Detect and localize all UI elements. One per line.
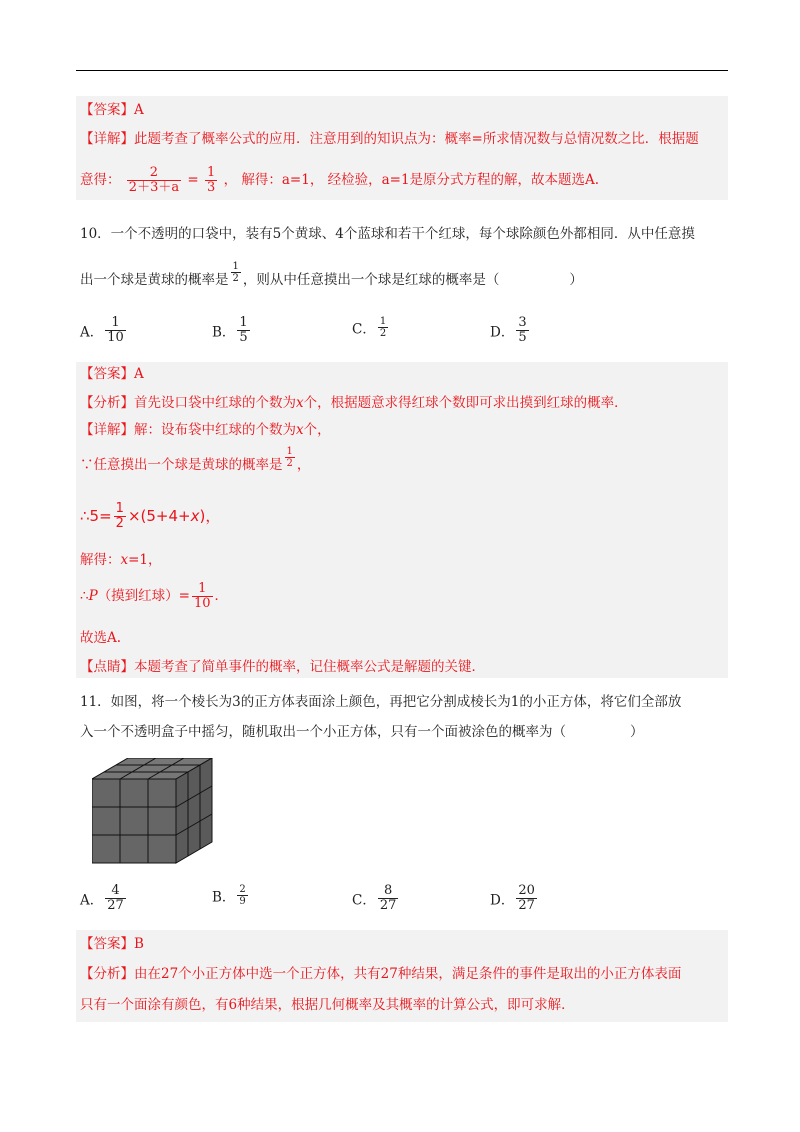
- answer-block-q10: [76, 362, 728, 678]
- frac-num: 1: [198, 581, 207, 596]
- option-fraction: [105, 884, 126, 913]
- because-text-b: ，: [296, 457, 311, 473]
- frac-den: 5: [239, 330, 248, 345]
- option-letter: A．: [80, 892, 104, 909]
- analysis-label: 【分析】: [80, 395, 134, 411]
- analysis-text: 由在27个小正方体中选一个正方体，共有27种结果，满足条件的事件是取出的小正方体表面: [134, 966, 682, 982]
- option-fraction: [237, 316, 249, 345]
- cube-cell: [92, 835, 120, 863]
- option-letter: C．: [352, 892, 376, 909]
- therefore-fraction: [114, 502, 126, 531]
- q10-stem-line2: [80, 261, 583, 292]
- therefore-text-b: ×(5+4+: [127, 507, 191, 525]
- frac-num: 1: [286, 446, 293, 457]
- option-letter: B．: [212, 324, 236, 341]
- q11-option-c: [352, 884, 400, 913]
- comment-label: 【点睛】: [80, 659, 134, 675]
- answer-value: A: [134, 102, 144, 118]
- therefore-text: （摸到红球）=: [97, 588, 190, 604]
- option-fraction: [516, 316, 528, 345]
- analysis-line-2: 只有一个面涂有颜色，有6种结果，根据几何概率及其概率的计算公式，即可求解．: [80, 997, 575, 1013]
- frac-den: 2: [379, 328, 387, 339]
- frac-den: 2＋3＋a: [128, 180, 180, 195]
- solve-line: [80, 552, 162, 568]
- q10-stem-line1: 10．一个不透明的口袋中，装有5个黄球、4个蓝球和若干个红球，每个球除颜色外都相同．从中任意摸: [80, 226, 695, 242]
- frac-num: 1: [207, 165, 216, 180]
- frac-den: 5: [518, 330, 527, 345]
- detail-line: [80, 131, 699, 147]
- frac-num: 2: [149, 165, 159, 180]
- q11-option-b: [212, 884, 250, 907]
- answer-value: A: [134, 366, 144, 382]
- header-rule: [76, 70, 728, 71]
- q11-stem-line2: [80, 720, 644, 740]
- because-text: ∵任意摸出一个球是黄球的概率是: [80, 457, 283, 473]
- q11-stem-close: ）: [630, 724, 644, 740]
- frac-num: 20: [518, 883, 535, 898]
- cube-cell: [120, 835, 148, 863]
- detail-label: 【详解】: [80, 131, 134, 147]
- frac-num: 3: [518, 315, 527, 330]
- analysis-label: 【分析】: [80, 966, 134, 982]
- option-letter: C．: [352, 321, 376, 338]
- equation-fraction-left: [127, 166, 181, 195]
- frac-den: 2: [115, 516, 124, 531]
- answer-label: 【答案】: [80, 102, 134, 118]
- answer-label: 【答案】: [80, 936, 134, 952]
- cube-cell: [148, 807, 176, 835]
- option-letter: D．: [490, 892, 515, 909]
- q10-stem-close: ）: [569, 272, 583, 288]
- q11-option-d: [490, 884, 539, 913]
- answer-block-q9: [76, 96, 728, 200]
- therefore-symbol: ∴: [80, 588, 89, 604]
- detail-text-2a: 意得：: [80, 172, 121, 188]
- cube-cell: [120, 779, 148, 807]
- analysis-text: 首先设口袋中红球的个数为: [134, 395, 296, 411]
- detail-text: 此题考查了概率公式的应用．注意用到的知识点为：概率=所求情况数与总情况数之比．根据题: [134, 131, 699, 147]
- variable-x: x: [120, 552, 129, 568]
- variable-x: x: [296, 422, 304, 438]
- equation-line: [80, 166, 599, 195]
- variable-p: P: [88, 588, 98, 604]
- frac-num: 8: [383, 883, 393, 898]
- detail-label: 【详解】: [80, 422, 134, 438]
- option-letter: A．: [80, 324, 104, 341]
- option-fraction: [378, 316, 388, 339]
- analysis-line: [80, 395, 628, 411]
- frac-num: 2: [239, 884, 246, 895]
- choose-line: 故选A.: [80, 630, 122, 646]
- cube-cell: [148, 779, 176, 807]
- frac-den: 10: [107, 330, 124, 345]
- because-fraction: [285, 446, 295, 469]
- frac-den: 27: [379, 898, 397, 913]
- therefore-line-2: [80, 582, 228, 611]
- q10-stem-fraction: [231, 261, 241, 284]
- q10-option-c: [352, 316, 390, 339]
- frac-den: 2: [286, 458, 293, 469]
- frac-den: 9: [239, 896, 246, 907]
- detail-text-2b: ， 解得：a=1， 经检验，a=1是原分式方程的解，故本题选A.: [223, 172, 600, 188]
- solve-text-b: =1，: [128, 552, 162, 568]
- answer-block-q11: [76, 930, 728, 1022]
- option-letter: D．: [490, 324, 515, 341]
- frac-num: 1: [379, 316, 387, 327]
- answer-label: 【答案】: [80, 366, 134, 382]
- therefore-fraction: [192, 582, 213, 611]
- q11-option-a: [80, 884, 128, 913]
- cube-cell: [92, 807, 120, 835]
- comment-line: [80, 659, 485, 675]
- frac-den: 10: [194, 596, 211, 611]
- cube-cell: [120, 807, 148, 835]
- variable-x: x: [296, 395, 304, 411]
- therefore-text-c: ．: [214, 588, 229, 604]
- analysis-text-b: 个，根据题意求得红球个数即可求出摸到红球的概率．: [303, 395, 628, 411]
- frac-num: 1: [115, 501, 124, 516]
- detail-line: [80, 422, 331, 438]
- option-fraction: [378, 884, 399, 913]
- cube-cell: [148, 835, 176, 863]
- q11-stem-line1: 11．如图，将一个棱长为3的正方体表面涂上颜色，再把它分割成棱长为1的小正方体，将它们全部放: [80, 694, 682, 710]
- frac-num: 4: [111, 883, 120, 898]
- therefore-text-c: )，: [199, 507, 221, 525]
- equals-sign: =: [187, 172, 199, 188]
- therefore-line-1: [80, 502, 220, 531]
- solve-text: 解得：: [80, 552, 121, 568]
- q10-option-a: [80, 316, 128, 345]
- option-letter: B．: [212, 889, 236, 906]
- q10-option-b: [212, 316, 252, 345]
- because-line: [80, 446, 311, 477]
- answer-value: B: [134, 936, 144, 952]
- q10-stem-text: 出一个球是黄球的概率是: [80, 272, 229, 288]
- frac-den: 27: [107, 898, 124, 913]
- cube-cell: [92, 779, 120, 807]
- detail-text: 解：设布袋中红球的个数为: [134, 422, 296, 438]
- frac-num: 1: [239, 315, 248, 330]
- option-fraction: [237, 884, 247, 907]
- equation-fraction-right: [205, 166, 217, 195]
- detail-text-b: 个，: [303, 422, 331, 438]
- frac-den: 3: [207, 180, 216, 195]
- analysis-line-1: [80, 966, 681, 982]
- answer-line: [80, 936, 144, 952]
- answer-line: [80, 102, 144, 118]
- answer-line: [80, 366, 144, 382]
- variable-x: x: [190, 507, 200, 525]
- option-fraction: [516, 884, 537, 913]
- therefore-text: ∴5=: [80, 507, 112, 525]
- comment-text: 本题考查了简单事件的概率，记住概率公式是解题的关键．: [134, 659, 485, 675]
- q10-stem-text-b: ，则从中任意摸出一个球是红球的概率是（: [242, 272, 500, 288]
- cube-figure: [92, 758, 214, 864]
- option-fraction: [105, 316, 126, 345]
- frac-num: 1: [232, 261, 239, 272]
- frac-den: 2: [232, 273, 239, 284]
- q11-stem-text: 入一个不透明盒子中摇匀，随机取出一个小正方体，只有一个面被涂色的概率为（: [80, 724, 566, 740]
- frac-num: 1: [111, 315, 120, 330]
- q10-option-d: [490, 316, 531, 345]
- frac-den: 27: [518, 898, 535, 913]
